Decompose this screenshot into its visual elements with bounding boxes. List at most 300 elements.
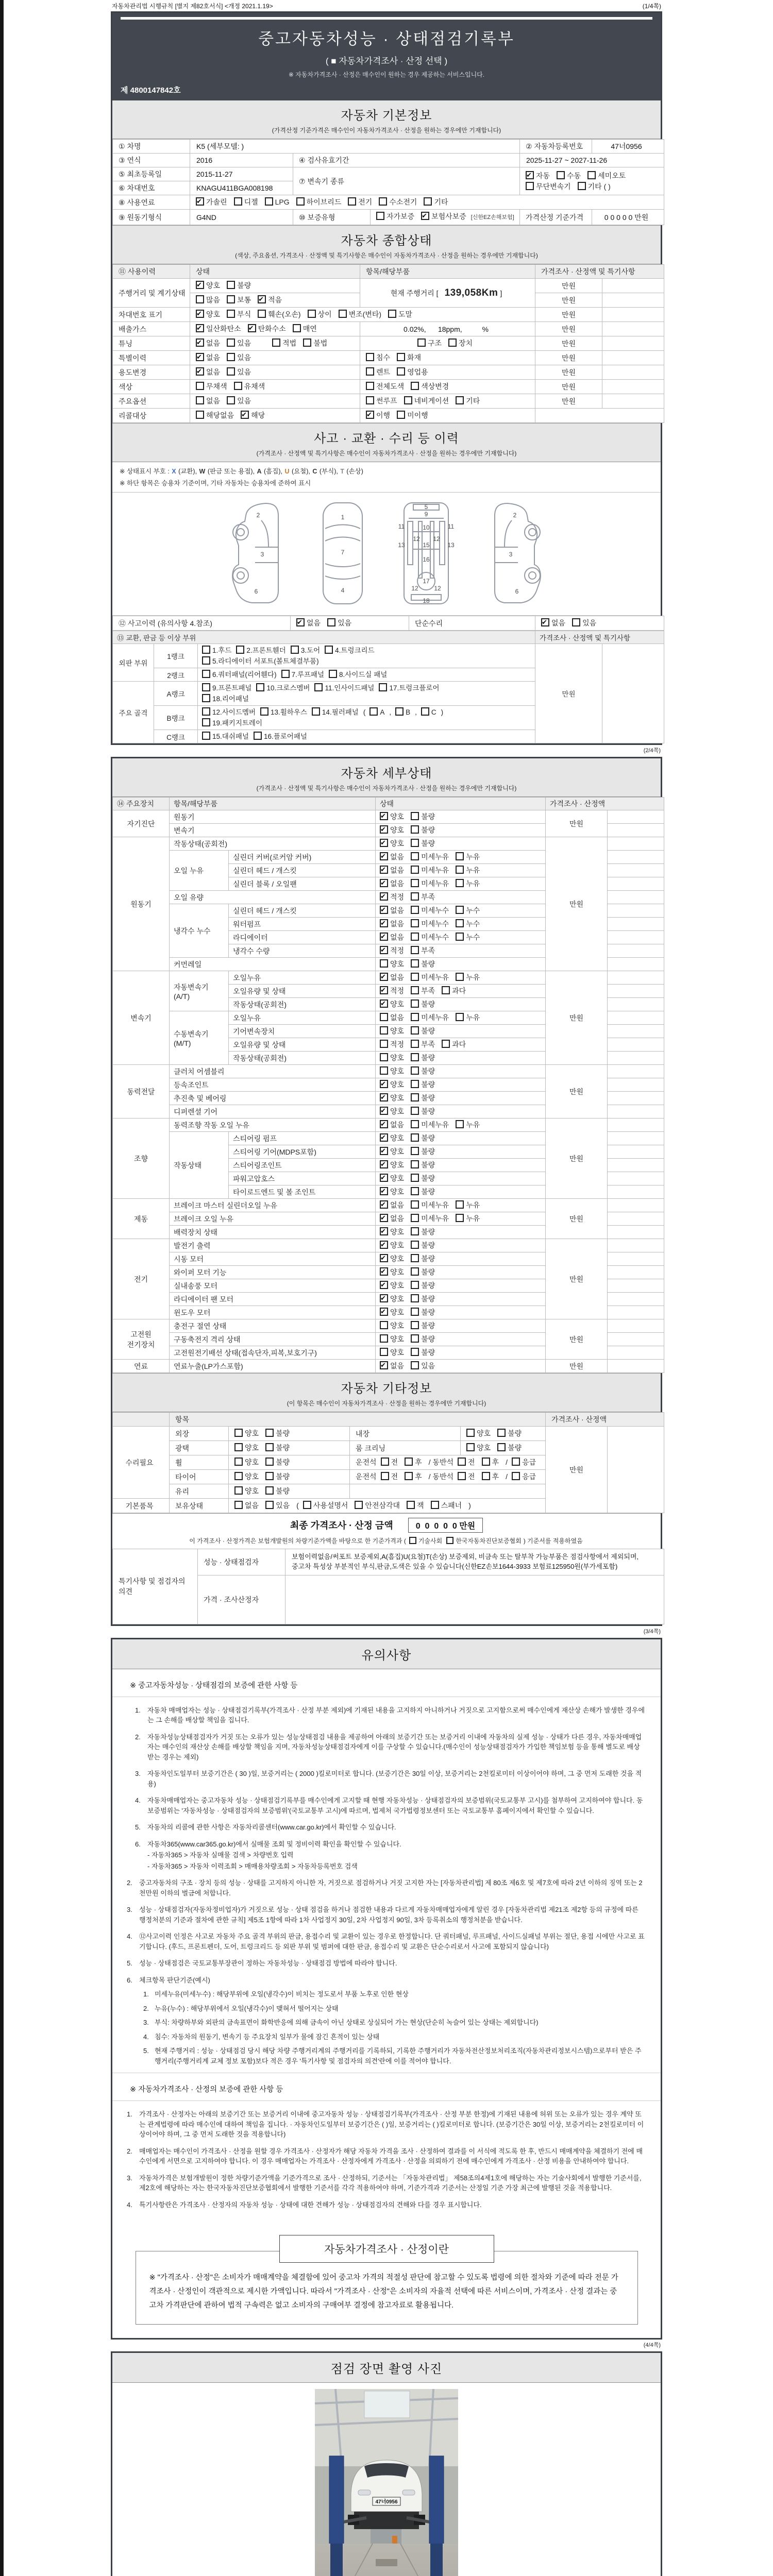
empty-cell (608, 1266, 664, 1279)
checkbox-불량[interactable] (265, 1443, 274, 1451)
checkbox-양호[interactable] (234, 1486, 243, 1495)
checkbox-7.루프패널[interactable] (281, 670, 290, 678)
checkbox-3.도어[interactable] (291, 646, 299, 654)
checkbox-label: 부족 (421, 946, 435, 955)
checkbox-미세누유[interactable] (411, 1120, 419, 1128)
checkbox-불량[interactable] (265, 1472, 274, 1480)
checkbox-후[interactable] (482, 1472, 490, 1480)
empty-cell (608, 1065, 664, 1078)
checkbox-불량[interactable] (411, 1321, 419, 1329)
checkbox-없음[interactable] (380, 1013, 388, 1021)
checkbox-양호[interactable] (380, 1348, 388, 1356)
checkbox-양호[interactable] (380, 1281, 388, 1289)
checkbox-line (380, 1213, 541, 1224)
basic-info-note: (가격산정 기준가격은 매수인이 자동차가격조사 · 산정을 원하는 경우에만 기재합니다) (272, 127, 501, 134)
checkbox-수소전기[interactable] (379, 197, 387, 206)
checkbox-화재[interactable] (397, 353, 405, 361)
checkbox-없음[interactable] (541, 618, 549, 626)
checkbox-없음[interactable] (380, 852, 388, 860)
text-segment: 현재 주행거리 [ (390, 289, 439, 297)
checkbox-있음[interactable] (411, 1361, 419, 1369)
checkbox-line (202, 707, 531, 718)
checkbox-미세누유[interactable] (411, 1214, 419, 1222)
notice-item-number: 2. (135, 1733, 141, 1741)
checkbox-부족[interactable] (411, 892, 419, 901)
checkbox-8.사이드실 패널[interactable] (329, 670, 337, 678)
checkbox-적정[interactable] (380, 892, 388, 901)
checkbox-있음[interactable] (572, 618, 580, 626)
checkbox-해당없음[interactable] (196, 411, 204, 419)
label-cell: 변속기 (113, 971, 170, 1065)
checkbox-15.대쉬패널[interactable] (202, 732, 210, 740)
checkbox-있음[interactable] (227, 353, 235, 361)
checkbox-적법[interactable] (272, 338, 280, 347)
checkbox-후[interactable] (405, 1472, 413, 1480)
checkbox-없음[interactable] (380, 879, 388, 887)
checkbox-없음[interactable] (380, 973, 388, 981)
checkbox-기타[interactable] (424, 197, 432, 206)
checkbox-label: 불량 (421, 1027, 435, 1035)
checkbox-하이브리드[interactable] (296, 197, 305, 206)
checkbox-부식[interactable] (227, 310, 235, 318)
checkbox-수동[interactable] (557, 171, 565, 179)
checkbox-불량[interactable] (411, 812, 419, 820)
checkbox-불량[interactable] (411, 1093, 419, 1101)
label-cell: 변속기 (170, 824, 376, 837)
table-row (113, 631, 664, 644)
checkbox-미세누수[interactable] (411, 906, 419, 914)
checkbox-없음[interactable] (380, 1120, 388, 1128)
checkbox-전[interactable] (458, 1458, 466, 1466)
label-cell: 동력조향 작동 오일 누유 (170, 1118, 376, 1132)
final-price-value: 0 0 0 0 0 만원 (408, 1518, 483, 1533)
checkbox-미세누유[interactable] (411, 852, 419, 860)
checkbox-18.리어패널[interactable] (202, 694, 210, 702)
diagram-label-15: 15 (423, 541, 430, 549)
checkbox-item (380, 852, 404, 862)
empty-cell (608, 1118, 664, 1132)
checkbox-item (272, 338, 296, 349)
checkbox-item (380, 999, 404, 1010)
checkbox-불량[interactable] (411, 1267, 419, 1276)
checkbox-label: 도말 (398, 310, 413, 318)
checkbox-양호[interactable] (234, 1429, 243, 1437)
checkbox-불량[interactable] (411, 1147, 419, 1155)
checkbox-미세누수[interactable] (411, 919, 419, 927)
checkbox-9.프론트패널[interactable] (202, 683, 210, 691)
checkbox-4.트렁크리드[interactable] (325, 646, 333, 654)
checkbox-B[interactable] (395, 707, 404, 716)
checkbox-적음[interactable] (258, 295, 266, 303)
checkbox-양호[interactable] (380, 812, 388, 820)
checkbox-있음[interactable] (227, 338, 235, 347)
checkbox-item (380, 1307, 404, 1318)
checkbox-후[interactable] (482, 1458, 490, 1466)
checkbox-불량[interactable] (411, 1254, 419, 1262)
checkbox-영업용[interactable] (397, 367, 405, 376)
checkbox-양호[interactable] (380, 1321, 388, 1329)
checkbox-양호[interactable] (380, 1026, 388, 1035)
checkbox-양호[interactable] (380, 1147, 388, 1155)
checkbox-양호[interactable] (380, 959, 388, 968)
checkbox-가솔린[interactable] (196, 197, 204, 206)
notice-item (135, 1769, 646, 1789)
checkbox-누수[interactable] (456, 933, 464, 941)
checkbox-item (411, 1039, 435, 1050)
checkbox-렌트[interactable] (366, 367, 374, 376)
checkbox-불량[interactable] (497, 1429, 506, 1437)
checkbox-item (405, 1471, 422, 1482)
checkbox-label: 적법 (282, 339, 297, 347)
checkbox-불량[interactable] (411, 1107, 419, 1115)
checkbox-기타[interactable] (456, 396, 464, 404)
notice-sub-number: 1. (143, 1990, 149, 1998)
checkbox-양호[interactable] (380, 1066, 388, 1075)
empty-cell (608, 1346, 664, 1360)
checkbox-스패너[interactable] (431, 1501, 439, 1509)
diagram-label-13-left: 13 (398, 541, 405, 549)
checkbox-17.트렁크플로어[interactable] (379, 683, 387, 691)
checkbox-item (411, 1320, 435, 1331)
checkbox-LPG[interactable] (265, 197, 273, 206)
checkbox-전[interactable] (458, 1472, 466, 1480)
checkbox-누유[interactable] (456, 1120, 464, 1128)
checkbox-양호[interactable] (466, 1429, 475, 1437)
checkbox-cell (376, 1360, 546, 1373)
notice-sub-item (143, 2004, 646, 2014)
checkbox-한국자동차진단보증협회[interactable] (446, 1537, 453, 1544)
checkbox-기타 ( )[interactable] (578, 182, 586, 190)
checkbox-불량[interactable] (411, 1334, 419, 1343)
checkbox-양호[interactable] (380, 1174, 388, 1182)
checkbox-양호[interactable] (380, 1133, 388, 1142)
checkbox-양호[interactable] (380, 1187, 388, 1195)
checkbox-부족[interactable] (411, 986, 419, 994)
checkbox-있음[interactable] (265, 1501, 274, 1509)
checkbox-기술사회[interactable] (409, 1537, 416, 1544)
checkbox-없음[interactable] (196, 338, 204, 347)
checkbox-item (417, 338, 442, 349)
form-reference: 자동차관리법 시행규칙 [별지 제82호서식] <개정 2021.1.19> (112, 3, 273, 10)
amount-unit-cell: 만원 (535, 365, 602, 380)
checkbox-양호[interactable] (234, 1458, 243, 1466)
checkbox-양호[interactable] (196, 281, 204, 289)
checkbox-line (526, 171, 660, 181)
checkbox-네비게이션[interactable] (404, 396, 412, 404)
checkbox-item (380, 959, 404, 970)
checkbox-무채색[interactable] (196, 382, 204, 390)
checkbox-많음[interactable] (196, 295, 204, 303)
checkbox-누수[interactable] (456, 919, 464, 927)
checkbox-불량[interactable] (411, 1053, 419, 1061)
checkbox-사용설명서[interactable] (303, 1501, 311, 1509)
checkbox-부족[interactable] (411, 946, 419, 954)
checkbox-양호[interactable] (380, 1227, 388, 1235)
checkbox-label: 침수 (376, 353, 391, 362)
checkbox-label: 양호 (390, 1067, 405, 1075)
checkbox-누유[interactable] (456, 1200, 464, 1209)
checkbox-이행[interactable] (366, 411, 374, 419)
checkbox-item (456, 932, 480, 943)
checkbox-item (202, 707, 256, 718)
checkbox-없음[interactable] (380, 1200, 388, 1209)
checkbox-line (541, 618, 660, 629)
checkbox-없음[interactable] (196, 353, 204, 361)
checkbox-label: 없음 (206, 368, 221, 376)
label-cell: 배력장치 상태 (170, 1226, 376, 1239)
checkbox-label: 적정 (390, 893, 405, 901)
checkbox-누유[interactable] (456, 879, 464, 887)
checkbox-item (380, 1347, 404, 1358)
checkbox-line (380, 892, 541, 903)
checkbox-썬루프[interactable] (366, 396, 374, 404)
checkbox-불량[interactable] (265, 1486, 274, 1495)
checkbox-양호[interactable] (380, 1241, 388, 1249)
checkbox-미세누유[interactable] (411, 1200, 419, 1209)
checkbox-item (456, 1012, 480, 1023)
checkbox-불량[interactable] (411, 1080, 419, 1088)
checkbox-미이행[interactable] (397, 411, 405, 419)
checkbox-없음[interactable] (380, 866, 388, 874)
checkbox-응급[interactable] (512, 1458, 520, 1466)
checkbox-미세누유[interactable] (411, 866, 419, 874)
checkbox-item (411, 986, 435, 996)
checkbox-불량[interactable] (411, 1308, 419, 1316)
checkbox-12.사이드멤버[interactable] (202, 707, 210, 716)
checkbox-없음[interactable] (196, 396, 204, 404)
checkbox-item (196, 309, 220, 320)
checkbox-label: 1.후드 (212, 647, 232, 654)
checkbox-디젤[interactable] (234, 197, 242, 206)
checkbox-양호[interactable] (196, 310, 204, 318)
checkbox-변조(변타)[interactable] (339, 310, 347, 318)
checkbox-cell (376, 877, 546, 891)
checkbox-적정[interactable] (380, 986, 388, 994)
checkbox-양호[interactable] (380, 1334, 388, 1343)
checkbox-label: 6.쿼터패널(리어휀다) (212, 671, 277, 679)
checkbox-있음[interactable] (227, 396, 235, 404)
checkbox-보험사보증[interactable] (421, 212, 429, 220)
checkbox-label: 가솔린 (206, 198, 227, 206)
checkbox-label: 디젤 (244, 198, 258, 206)
checkbox-item (196, 197, 227, 208)
checkbox-누수[interactable] (456, 906, 464, 914)
checkbox-매연[interactable] (293, 324, 301, 332)
checkbox-label: 8.사이드실 패널 (339, 671, 388, 679)
checkbox-label: 색상변경 (421, 382, 449, 391)
checkbox-불량[interactable] (227, 281, 235, 289)
checkbox-불량[interactable] (411, 999, 419, 1008)
legend-symbol-A: A (257, 468, 262, 475)
page2-box (111, 757, 662, 1626)
checkbox-item (397, 367, 428, 378)
checkbox-없음[interactable] (196, 367, 204, 376)
checkbox-item (424, 197, 448, 208)
label-cell: 작동상태(공회전) (229, 1052, 376, 1065)
checkbox-구조[interactable] (417, 338, 426, 347)
checkbox-양호[interactable] (234, 1443, 243, 1451)
checkbox-보통[interactable] (227, 295, 235, 303)
diagram-label-4: 4 (341, 587, 345, 594)
checkbox-label: 양호 (206, 310, 221, 318)
checkbox-누유[interactable] (456, 973, 464, 981)
checkbox-양호[interactable] (380, 1160, 388, 1168)
checkbox-없음[interactable] (380, 919, 388, 927)
checkbox-양호[interactable] (466, 1443, 475, 1451)
checkbox-불량[interactable] (411, 1174, 419, 1182)
checkbox-불량[interactable] (265, 1429, 274, 1437)
checkbox-침수[interactable] (366, 353, 374, 361)
table-row (113, 616, 664, 631)
checkbox-cell (350, 1455, 546, 1470)
empty-cell (608, 1105, 664, 1118)
checkbox-양호[interactable] (380, 1267, 388, 1276)
checkbox-안전삼각대[interactable] (355, 1501, 363, 1509)
empty-cell (608, 1226, 664, 1239)
checkbox-양호[interactable] (380, 1308, 388, 1316)
checkbox-미세누유[interactable] (411, 879, 419, 887)
checkbox-전[interactable] (381, 1472, 389, 1480)
checkbox-자가보증[interactable] (376, 212, 384, 220)
checkbox-양호[interactable] (380, 1053, 388, 1061)
checkbox-불량[interactable] (497, 1443, 506, 1451)
checkbox-불량[interactable] (411, 1026, 419, 1035)
checkbox-무단변속기[interactable] (526, 182, 534, 190)
checkbox-양호[interactable] (380, 1294, 388, 1302)
checkbox-있음[interactable] (227, 367, 235, 376)
checkbox-불법[interactable] (303, 338, 311, 347)
checkbox-누유[interactable] (456, 1214, 464, 1222)
checkbox-해당[interactable] (241, 411, 249, 419)
checkbox-탄화수소[interactable] (248, 324, 256, 332)
checkbox-미세누수[interactable] (411, 933, 419, 941)
checkbox-2.프론트휀더[interactable] (236, 646, 244, 654)
text-segment: ) (468, 1501, 471, 1510)
checkbox-있음[interactable] (327, 618, 335, 626)
checkbox-응급[interactable] (512, 1472, 520, 1480)
checkbox-부족[interactable] (411, 1040, 419, 1048)
checkbox-14.필러패널[interactable] (312, 707, 320, 716)
checkbox-잭[interactable] (407, 1501, 415, 1509)
checkbox-양호[interactable] (380, 1080, 388, 1088)
checkbox-양호[interactable] (380, 999, 388, 1008)
checkbox-6.쿼터패널(리어휀다)[interactable] (202, 670, 210, 678)
checkbox-1.후드[interactable] (202, 646, 210, 654)
checkbox-색상변경[interactable] (411, 382, 419, 390)
checkbox-label: 잭 (417, 1501, 424, 1510)
checkbox-19.패키지트레이[interactable] (202, 718, 210, 726)
checkbox-불량[interactable] (411, 1187, 419, 1195)
checkbox-13.휠하우스[interactable] (260, 707, 268, 716)
checkbox-자동[interactable] (526, 171, 534, 179)
checkbox-불량[interactable] (411, 959, 419, 968)
checkbox-불량[interactable] (411, 839, 419, 847)
checkbox-누유[interactable] (456, 1013, 464, 1021)
checkbox-양호[interactable] (380, 1254, 388, 1262)
checkbox-label: 스패너 (441, 1501, 462, 1510)
checkbox-불량[interactable] (265, 1458, 274, 1466)
checkbox-일산화탄소[interactable] (196, 324, 204, 332)
checkbox-11.인사이드패널[interactable] (314, 683, 323, 691)
checkbox-없음[interactable] (380, 906, 388, 914)
checkbox-양호[interactable] (234, 1472, 243, 1480)
checkbox-item (202, 693, 249, 704)
amount-unit-cell: 만원 (546, 1065, 608, 1118)
checkbox-불량[interactable] (411, 1281, 419, 1289)
checkbox-불량[interactable] (411, 1160, 419, 1168)
title-band-rule (121, 17, 652, 20)
checkbox-전기[interactable] (348, 197, 356, 206)
checkbox-item (380, 1187, 404, 1197)
checkbox-line (380, 838, 541, 849)
checkbox-불량[interactable] (411, 1348, 419, 1356)
checkbox-없음[interactable] (234, 1501, 243, 1509)
checkbox-전[interactable] (381, 1458, 389, 1466)
checkbox-5.라디에이터 서포트(볼트체결부품)[interactable] (202, 656, 210, 665)
checkbox-미세누유[interactable] (411, 973, 419, 981)
checkbox-10.크로스멤버[interactable] (256, 683, 264, 691)
checkbox-item (411, 865, 449, 876)
checkbox-label: 누수 (466, 920, 480, 928)
checkbox-cell (376, 1118, 546, 1132)
notice-item-text: 매매업자는 매수인이 가격조사 · 산정을 원할 경우 가격조사 · 산정자가 해당 자동차 가격을 조사 · 산정하여 결과를 이 서식에 적도록 한 후, 반드시 매매계약을 체결하기 전에 매수인에게 서면으로 고지하여야 합니다. 이 경우 매매업자는 가격조사 · 산정자에게 가격조사 · 산정을 의뢰하기 전에 매수인에게 가격조사 · 산정 비용을 안내하여야 합니다. (139, 2147, 643, 2165)
checkbox-line (380, 1307, 541, 1318)
checkbox-적정[interactable] (380, 1040, 388, 1048)
checkbox-없음[interactable] (380, 933, 388, 941)
checkbox-훼손(오손)[interactable] (258, 310, 266, 318)
checkbox-양호[interactable] (380, 825, 388, 834)
checkbox-양호[interactable] (380, 839, 388, 847)
checkbox-item (380, 1106, 404, 1117)
checkbox-누유[interactable] (456, 866, 464, 874)
checkbox-후[interactable] (405, 1458, 413, 1466)
checkbox-상이[interactable] (308, 310, 316, 318)
checkbox-적정[interactable] (380, 946, 388, 954)
checkbox-line (380, 986, 541, 996)
checkbox-양호[interactable] (380, 1107, 388, 1115)
checkbox-16.플로어패널[interactable] (254, 732, 262, 740)
checkbox-item (366, 396, 397, 406)
checkbox-전체도색[interactable] (366, 382, 374, 390)
label-cell: 휠 (170, 1455, 229, 1470)
checkbox-불량[interactable] (411, 1066, 419, 1075)
checkbox-A[interactable] (369, 707, 378, 716)
checkbox-없음[interactable] (380, 1214, 388, 1222)
checkbox-불량[interactable] (411, 825, 419, 834)
checkbox-장치[interactable] (448, 338, 457, 347)
final-price-label: 최종 가격조사 · 산정 금액 (290, 1520, 393, 1531)
checkbox-과다[interactable] (442, 1040, 450, 1048)
checkbox-과다[interactable] (442, 986, 450, 994)
checkbox-세미오토[interactable] (587, 171, 596, 179)
checkbox-C[interactable] (421, 707, 429, 716)
checkbox-도말[interactable] (388, 310, 396, 318)
checkbox-유채색[interactable] (234, 382, 242, 390)
checkbox-누유[interactable] (456, 852, 464, 860)
checkbox-미세누유[interactable] (411, 1013, 419, 1021)
checkbox-불량[interactable] (411, 1227, 419, 1235)
checkbox-불량[interactable] (411, 1241, 419, 1249)
checkbox-불량[interactable] (411, 1133, 419, 1142)
checkbox-없음[interactable] (296, 618, 305, 626)
checkbox-양호[interactable] (380, 1093, 388, 1101)
checkbox-label: 불량 (421, 1255, 435, 1263)
checkbox-item (456, 972, 480, 983)
checkbox-없음[interactable] (380, 1361, 388, 1369)
checkbox-item (411, 1026, 435, 1037)
checkbox-label: 불량 (421, 1134, 435, 1142)
checkbox-불량[interactable] (411, 1294, 419, 1302)
